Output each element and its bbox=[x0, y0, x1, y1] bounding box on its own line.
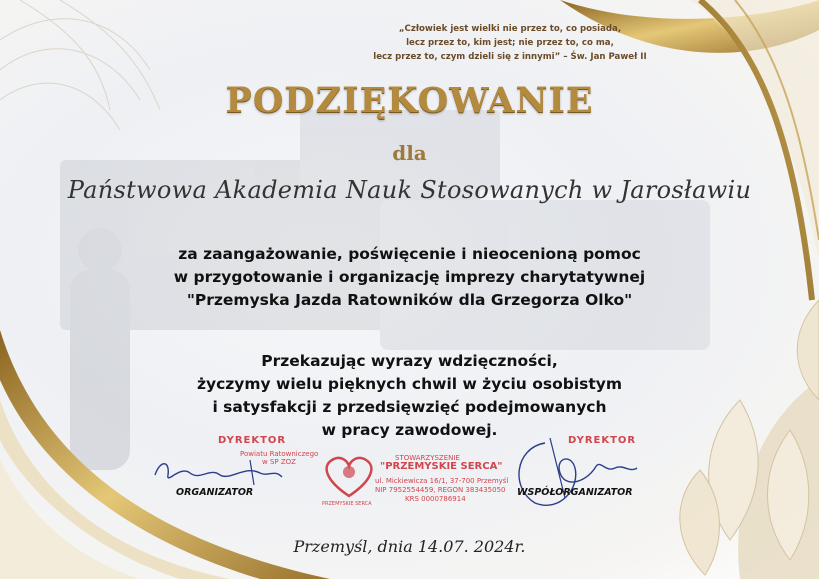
certificate-title: PODZIĘKOWANIE bbox=[225, 80, 594, 121]
message-line: Przekazując wyrazy wdzięczności, bbox=[261, 352, 558, 370]
organizer-label: ORGANIZATOR bbox=[176, 487, 254, 498]
stamp-title: STOWARZYSZENIE bbox=[395, 454, 460, 462]
recipient-name: Państwowa Akademia Nauk Stosowanych w Jarosławiu bbox=[67, 176, 752, 204]
stamp-line: KRS 0000786914 bbox=[405, 495, 466, 503]
message-line: w przygotowanie i organizację imprezy charytatywnej bbox=[173, 268, 646, 286]
quote-line: lecz przez to, czym dzieli się z innymi” – Św. Jan Paweł II bbox=[373, 52, 647, 62]
stamp-line: NIP 7952554459, REGON 383435050 bbox=[375, 486, 506, 494]
quote-line: „Człowiek jest wielki nie przez to, co posiada, bbox=[398, 24, 622, 34]
for-word: dla bbox=[392, 141, 427, 165]
quote-line: lecz przez to, kim jest; nie przez to, co ma, bbox=[406, 38, 614, 48]
stamp-line: w SP ZOZ bbox=[262, 458, 296, 466]
stamp-line: Powiatu Ratowniczego bbox=[240, 450, 319, 458]
stamp-title: DYREKTOR bbox=[218, 435, 287, 446]
stamp-line: ul. Mickiewicza 16/1, 37-700 Przemyśl bbox=[375, 477, 509, 485]
message-line: i satysfakcji z przedsięwzięć podejmowanych bbox=[212, 398, 607, 416]
handwritten-signature-left bbox=[150, 455, 290, 490]
heart-logo bbox=[320, 452, 378, 500]
logo-caption: PRZEMYSKIE SERCA bbox=[322, 501, 372, 507]
message-block-2 bbox=[0, 350, 819, 442]
co-organizer-label: WSPÓŁORGANIZATOR bbox=[517, 487, 633, 498]
message-line: życzymy wielu pięknych chwil w życiu osobistym bbox=[196, 375, 623, 393]
stamp-name: "PRZEMYSKIE SERCA" bbox=[380, 461, 503, 472]
place-and-date: Przemyśl, dnia 14.07. 2024r. bbox=[293, 537, 526, 556]
message-line: za zaangażowanie, poświęcenie i nieocenioną pomoc bbox=[178, 245, 641, 263]
message-line: w pracy zawodowej. bbox=[321, 421, 498, 439]
quote bbox=[355, 22, 665, 64]
handwritten-signature-right bbox=[505, 428, 645, 513]
message-block-1 bbox=[0, 243, 819, 312]
stamp-title: DYREKTOR bbox=[568, 435, 637, 446]
message-line: "Przemyska Jazda Ratowników dla Grzegorza Olko" bbox=[186, 291, 633, 309]
